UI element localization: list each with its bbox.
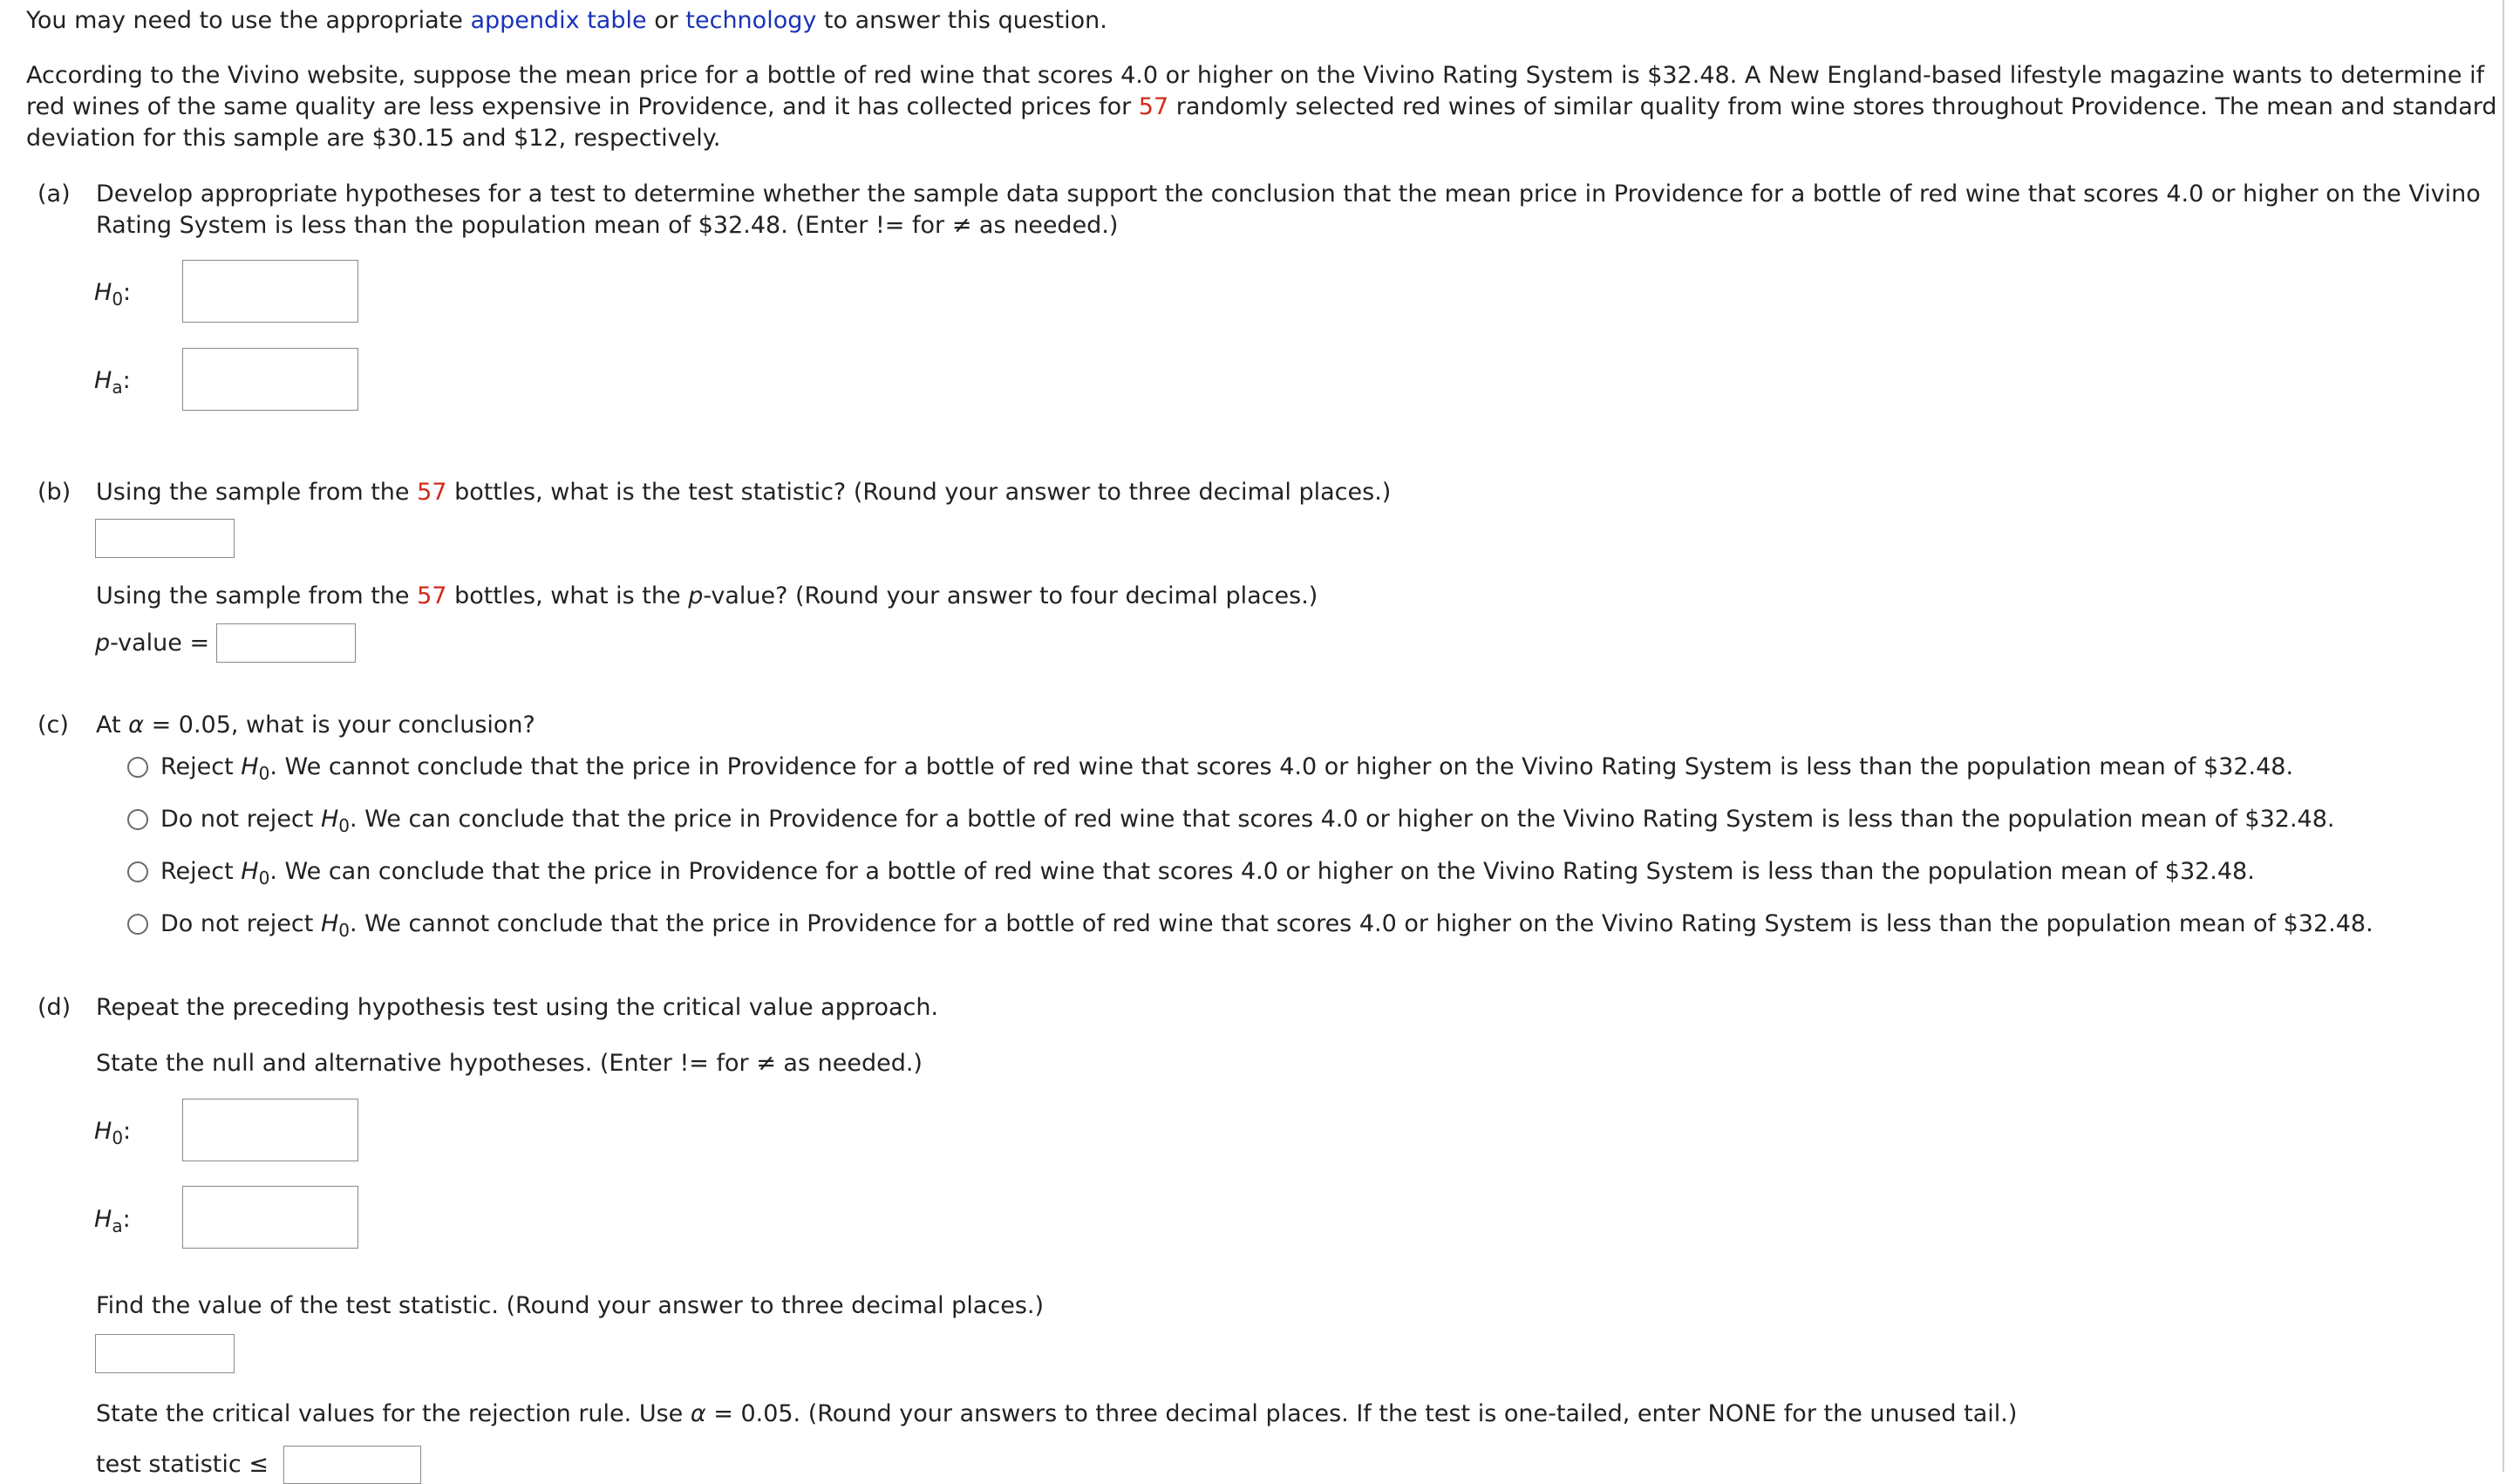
part-a-ha-label: $H_a$: xyxy=(94,367,131,398)
conclusion-option-4-radio[interactable] xyxy=(127,914,148,935)
sample-size-value: 57 xyxy=(1138,93,1169,120)
conclusion-option-1-label[interactable]: Reject $H_0$. We cannot conclude that the price in Providence for a bottle of red wine that scores 4.0 or higher on the Vivino Rating System is less than the population mean of $32.48. xyxy=(160,753,2294,784)
part-a-h0-input[interactable] xyxy=(182,260,358,323)
problem-text: red wines of the same quality are less expensive in Providence, and it has collected prices for xyxy=(26,93,1139,120)
part-b-question-2: Using the sample from the 57 bottles, what is the p-value? (Round your answer to four decimal places.) xyxy=(96,582,1318,609)
p-value-label: p-value = xyxy=(95,630,210,657)
part-a-h0-label: $H_0$: xyxy=(94,279,132,310)
intro-text-mid: or xyxy=(646,7,686,34)
conclusion-option-3-radio[interactable] xyxy=(127,861,148,882)
part-d-h0-label: $H_0$: xyxy=(94,1118,132,1148)
part-d-h0-input[interactable] xyxy=(182,1099,358,1161)
part-c-label: (c) xyxy=(37,711,69,739)
sample-size-value: 57 xyxy=(417,582,447,609)
part-d-label: (d) xyxy=(37,994,72,1021)
intro-line xyxy=(26,5,1107,37)
critical-value-label: test statistic ≤ xyxy=(96,1451,269,1478)
problem-text-rest: randomly selected red wines of similar quality from wine stores throughout Providence. The mean and standard xyxy=(1168,93,2497,120)
part-a-ha-input[interactable] xyxy=(182,348,358,411)
part-c-question: At α = 0.05, what is your conclusion? xyxy=(96,711,535,739)
conclusion-option-4-label[interactable]: Do not reject $H_0$. We cannot conclude that the price in Providence for a bottle of red wine that scores 4.0 or higher on the Vivino Rating System is less than the population mean of $32.48. xyxy=(160,910,2373,941)
conclusion-option-3-label[interactable]: Reject $H_0$. We can conclude that the price in Providence for a bottle of red wine that scores 4.0 or higher on the Vivino Rating System is less than the population mean of $32.48. xyxy=(160,858,2255,888)
part-d-test-statistic-input[interactable] xyxy=(95,1334,235,1373)
p-value-input[interactable] xyxy=(216,623,356,663)
part-d-find-statistic: Find the value of the test statistic. (Round your answer to three decimal places.) xyxy=(96,1292,1045,1319)
part-b-question-1: Using the sample from the 57 bottles, what is the test statistic? (Round your answer to three decimal places.) xyxy=(96,479,1392,506)
part-a-question-line-1: Develop appropriate hypotheses for a test to determine whether the sample data support the conclusion that the mean price in Providence for a bottle of red wine that scores 4.0 or higher on the Vivino xyxy=(96,180,2481,208)
conclusion-option-1-radio[interactable] xyxy=(127,757,148,778)
part-d-ha-label: $H_a$: xyxy=(94,1206,131,1236)
part-d-state-hypotheses: State the null and alternative hypotheses. (Enter != for ≠ as needed.) xyxy=(96,1050,923,1077)
intro-text: You may need to use the appropriate xyxy=(26,7,471,34)
test-statistic-input[interactable] xyxy=(95,519,235,558)
part-a-question-line-2: Rating System is less than the population mean of $32.48. (Enter != for ≠ as needed.) xyxy=(96,212,1119,239)
conclusion-option-2-label[interactable]: Do not reject $H_0$. We can conclude that the price in Providence for a bottle of red wine that scores 4.0 or higher on the Vivino Rating System is less than the population mean of $32.48. xyxy=(160,806,2335,836)
technology-link[interactable]: technology xyxy=(685,7,817,34)
conclusion-option-2-radio[interactable] xyxy=(127,809,148,830)
part-d-ha-input[interactable] xyxy=(182,1186,358,1249)
critical-value-input[interactable] xyxy=(283,1446,421,1484)
problem-line-3: deviation for this sample are $30.15 and $12, respectively. xyxy=(26,125,721,152)
sample-size-value: 57 xyxy=(417,479,447,506)
part-d-critical-values: State the critical values for the rejection rule. Use α = 0.05. (Round your answers to three decimal places. If the test is one-tailed, enter NONE for the unused tail.) xyxy=(96,1400,2018,1427)
part-b-label: (b) xyxy=(37,479,72,506)
appendix-table-link[interactable]: appendix table xyxy=(470,7,647,34)
intro-text-suffix: to answer this question. xyxy=(816,7,1107,34)
part-d-intro: Repeat the preceding hypothesis test using the critical value approach. xyxy=(96,994,939,1021)
problem-line-2 xyxy=(26,92,2497,123)
problem-line-1: According to the Vivino website, suppose the mean price for a bottle of red wine that scores 4.0 or higher on the Vivino Rating System is $32.48. A New England-based lifestyle magazine wants to determine if xyxy=(26,62,2485,89)
part-a-label: (a) xyxy=(37,180,71,208)
